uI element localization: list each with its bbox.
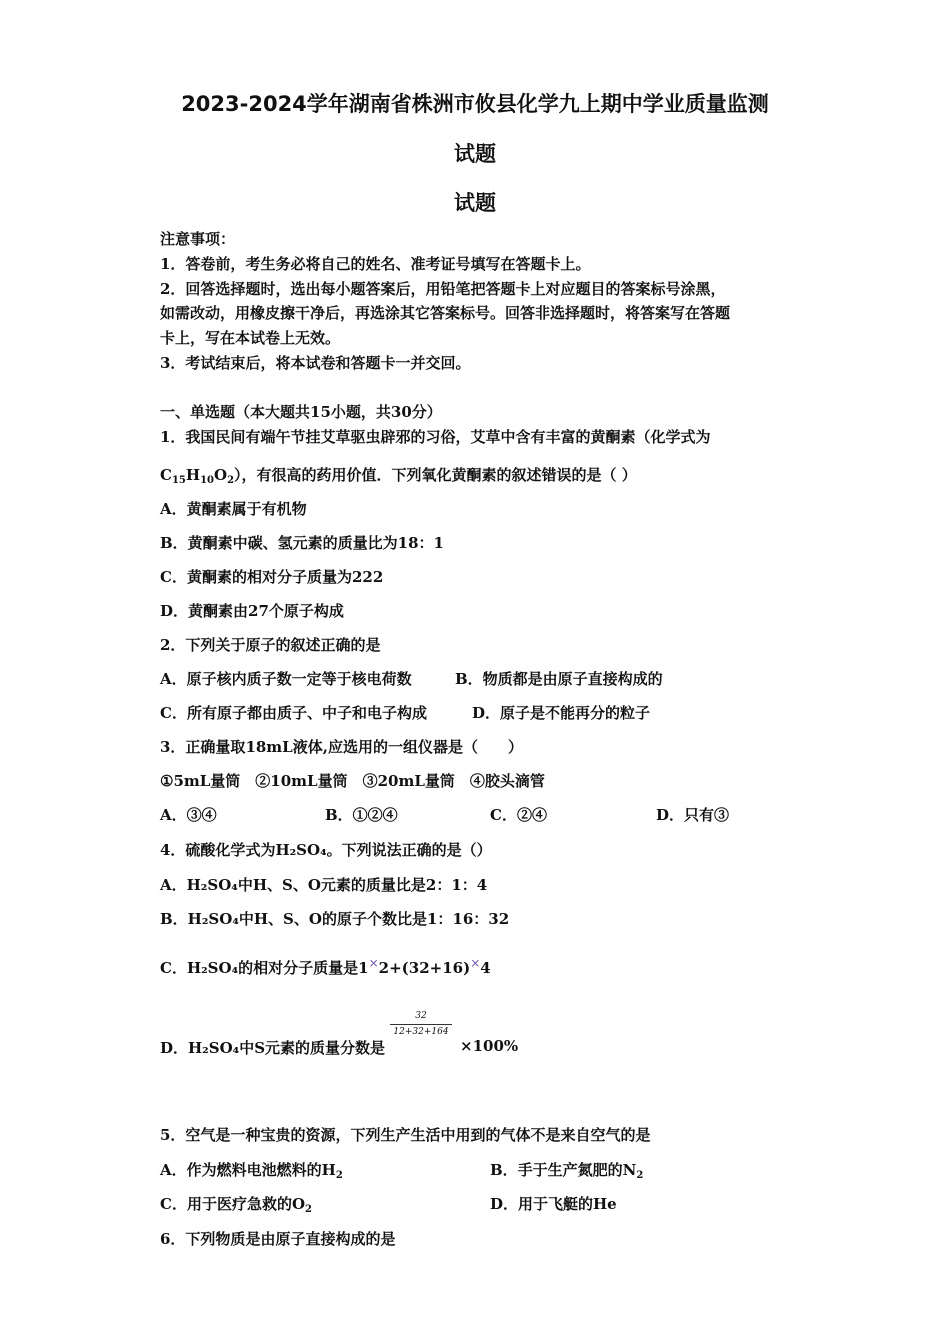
q2-option-a: A．原子核内质子数一定等于核电荷数 <box>160 670 412 688</box>
section-heading: 一、单选题（本大题共15小题，共30分） <box>160 403 442 421</box>
q1-option-d: D．黄酮素由27个原子构成 <box>160 602 344 620</box>
q5-option-a-text: A．作为燃料电池燃料的H <box>160 1161 336 1179</box>
q2-stem: 2．下列关于原子的叙述正确的是 <box>160 636 381 654</box>
q4-option-c-text: C．H₂SO₄的相对分子质量是1 <box>160 959 369 977</box>
q1-formula-o: O <box>213 466 228 484</box>
q1-formula-c-sub: 15 <box>171 475 186 486</box>
notice-item-1: 1．答卷前，考生务必将自己的姓名、准考证号填写在答题卡上。 <box>160 255 591 273</box>
q2-option-b: B．物质都是由原子直接构成的 <box>455 670 663 688</box>
q5-option-c <box>160 1193 312 1214</box>
q5-option-b-sub: 2 <box>636 1170 644 1181</box>
multiply-icon: × <box>470 956 481 970</box>
q1-formula-c: C <box>160 466 172 484</box>
q5-option-b-text: B．手于生产氮肥的N <box>490 1161 637 1179</box>
q4-option-d: D．H₂SO₄中S元素的质量分数是 <box>160 1039 386 1057</box>
page-subtitle: 试题 <box>454 191 496 215</box>
page-title-line2: 试题 <box>454 142 496 166</box>
q4-stem: 4．硫酸化学式为H₂SO₄。下列说法正确的是（） <box>160 841 492 859</box>
q1-stem: 1．我国民间有端午节挂艾草驱虫辟邪的习俗，艾草中含有丰富的黄酮素（化学式为 <box>160 428 711 446</box>
q5-option-a-sub: 2 <box>335 1170 343 1181</box>
q4-option-b: B．H₂SO₄中H、S、O的原子个数比是1：16：32 <box>160 910 510 928</box>
fraction-denominator: 12+32+164 <box>393 1027 449 1037</box>
q4-option-c-end: 4 <box>480 959 491 977</box>
q3-option-a: A．③④ <box>160 806 217 824</box>
q1-stem-line2 <box>160 464 637 485</box>
q5-option-b <box>490 1159 643 1180</box>
q3-stem: 3．正确量取18mL液体,应选用的一组仪器是（ ） <box>160 738 523 756</box>
q4-option-c-mid: 2+(32+16) <box>378 959 471 977</box>
fraction-bar <box>390 1024 452 1025</box>
q5-option-d: D．用于飞艇的He <box>490 1195 617 1213</box>
q5-option-c-sub: 2 <box>305 1204 312 1215</box>
notice-item-2c: 卡上，写在本试卷上无效。 <box>160 329 341 347</box>
q4-fraction <box>390 1011 452 1037</box>
notice-heading: 注意事项： <box>160 230 236 248</box>
notice-item-2b: 如需改动，用橡皮擦干净后，再选涂其它答案标号。回答非选择题时，将答案写在答题 <box>160 304 731 322</box>
multiply-icon: × <box>368 956 379 970</box>
q1-option-a: A．黄酮素属于有机物 <box>160 500 307 518</box>
page-title: 2023-2024学年湖南省株洲市攸县化学九上期中学业质量监测 <box>181 92 769 116</box>
q1-formula-h: H <box>185 466 201 484</box>
q4-option-c <box>160 956 491 978</box>
q3-option-d: D．只有③ <box>656 806 730 824</box>
q4-option-a: A．H₂SO₄中H、S、O元素的质量比是2：1：4 <box>160 876 488 894</box>
q1-option-b: B．黄酮素中碳、氢元素的质量比为18：1 <box>160 534 444 552</box>
q1-formula-o-sub: 2 <box>227 475 235 486</box>
q5-option-c-text: C．用于医疗急救的O <box>160 1195 306 1213</box>
q3-instrument-list: ①5mL量筒 ②10mL量筒 ③20mL量筒 ④胶头滴管 <box>160 772 545 790</box>
q1-stem-rest: ），有很高的药用价值．下列氧化黄酮素的叙述错误的是（ ） <box>234 466 637 484</box>
q6-stem: 6．下列物质是由原子直接构成的是 <box>160 1230 396 1248</box>
q2-option-c: C．所有原子都由质子、中子和电子构成 <box>160 704 427 722</box>
q3-option-b: B．①②④ <box>325 806 398 824</box>
notice-item-3: 3．考试结束后，将本试卷和答题卡一并交回。 <box>160 354 471 372</box>
notice-item-2a: 2．回答选择题时，选出每小题答案后，用铅笔把答题卡上对应题目的答案标号涂黑， <box>160 280 726 298</box>
q1-formula-h-sub: 10 <box>200 475 214 486</box>
q1-option-c: C．黄酮素的相对分子质量为222 <box>160 568 384 586</box>
q5-stem: 5．空气是一种宝贵的资源，下列生产生活中用到的气体不是来自空气的是 <box>160 1126 651 1144</box>
fraction-numerator: 32 <box>415 1011 427 1021</box>
q3-option-c: C．②④ <box>490 806 547 824</box>
q5-option-a <box>160 1159 343 1180</box>
q4-option-d-end: ×100% <box>460 1037 519 1055</box>
q2-option-d: D．原子是不能再分的粒子 <box>472 704 651 722</box>
